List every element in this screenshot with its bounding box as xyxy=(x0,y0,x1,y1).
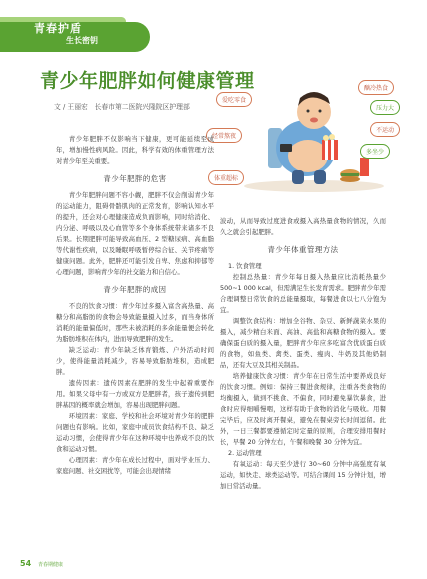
page-number: 54 xyxy=(20,559,32,568)
magazine-name: 青春期健康 xyxy=(38,562,64,568)
paragraph-habits: 培养健康饮食习惯：青少年在日常生活中要养成良好的饮食习惯。例如：保持三餐进食规律，注重各类食物的均衡摄入，做到不挑食、不偏食，同时避免暴饮暴食，进食时应得细嚼慢咽，这样有助于食物的消化与吸收。用餐完毕后，应及时离开餐桌，避免在餐桌旁长时间逗留。此外，一日三餐都要遵循定时定量的原则，合理安排用餐时长，早餐 20 分钟左右，午餐和晚餐 30 分钟为宜。 xyxy=(220,372,386,446)
article-byline: 文 / 王丽宏 长春市第二医院兴隆院区护理部 xyxy=(54,103,190,111)
bubble-no-exercise: 不运动 xyxy=(370,122,400,137)
bubble-cold-hot-food: 酗冷热食 xyxy=(358,80,394,95)
paragraph-diet: 不良的饮食习惯：青少年过多摄入富含高热量、高糖分和高脂肪的食物会导致能量摄入过多，而当身体所消耗的能量偏低时，那些未被消耗的多余能量便会转化为脂肪堆积在体内，进而导致肥胖的发生。 xyxy=(56,302,214,343)
subheading-diet: 1. 饮食管理 xyxy=(228,262,262,270)
paragraph-harms: 青少年肥胖问题不容小觑，肥胖不仅会削弱青少年的运动能力，阻碍骨骼肌肉的正常发育，影响认知水平的提升，还会对心理健康造成负面影响，同时给消化、内分泌、呼吸以及心血管等多个身体系统带来诸多不良后果。长期肥胖可能导致高血压、2 型糖尿病、高血脂等代谢性疾病，以及睡眠呼吸暂停综合征、关节疼痛等健康问题。此外，肥胖还可能引发自卑、焦虑和抑郁等心理问题，影响青少年的社交能力和自信心。 xyxy=(56,191,214,276)
bubble-late-night: 经常熬夜 xyxy=(206,128,242,143)
illustration xyxy=(210,78,414,196)
article-title: 青少年肥胖如何健康管理 xyxy=(40,70,255,92)
subheading-exercise: 2. 运动管理 xyxy=(228,449,262,457)
paragraph-aerobic: 有氧运动：每天至少进行 30~60 分钟中高强度有氧运动，如快走、球类运动等。可结合课间 15 分钟计划，增加日常活动量。 xyxy=(220,460,386,490)
annotation-sitting: 多坐少 xyxy=(360,144,390,159)
paragraph-environment: 环境因素：家庭、学校和社会环境对青少年的肥胖问题也有影响。比如，家庭中成员饮食结构不良、缺乏运动习惯，会使得青少年在这种环境中也养成不良的饮食和运动习惯。 xyxy=(56,412,214,453)
right-column xyxy=(220,216,386,492)
bubble-overweight: 体重超标 xyxy=(208,170,244,185)
heading-harms: 青少年肥胖的危害 xyxy=(103,174,167,183)
paragraph-calories: 控制总热量：青少年每日摄入热量应比消耗热量少 500~1 000 kcal，但需满足生长发育需求。肥胖青少年需合理调整日常饮食的总能量摄取，每餐进食以七八分饱为宜。 xyxy=(220,273,386,314)
intro-paragraph: 青少年肥胖不仅影响当下健康，更可能延续至成年，增加慢性病风险。因此，科学有效的体重管理方法对青少年至关重要。 xyxy=(56,135,214,165)
paragraph-genetics: 遗传因素：遗传因素在肥胖的发生中起着重要作用。如果父母中有一方或双方是肥胖者，孩子遗传到肥胖基因的概率就会增加，容易出现肥胖问题。 xyxy=(56,379,214,409)
paragraph-continued: 波动，从而导致过度进食或摄入高热量食物的情况，久而久之就会引起肥胖。 xyxy=(220,217,386,236)
annotation-stress: 压力大 xyxy=(370,100,400,115)
paragraph-exercise: 缺乏运动：青少年缺乏体育锻炼、户外活动时间少，使得能量消耗减少，容易导致脂肪堆积，造成肥胖。 xyxy=(56,346,214,376)
section-subtitle: 生长密钥 xyxy=(66,36,98,45)
section-title: 青春护盾 xyxy=(34,22,82,35)
bubble-snacks: 爱吃零食 xyxy=(216,92,252,107)
paragraph-psychology: 心理因素：青少年在成长过程中，面对学业压力、家庭问题、社交困扰等，可能会出现情绪 xyxy=(56,456,214,475)
heading-causes: 青少年肥胖的成因 xyxy=(103,285,167,294)
left-column xyxy=(56,134,214,477)
heading-management: 青少年体重管理方法 xyxy=(267,245,339,254)
section-tab xyxy=(0,8,150,50)
paragraph-structure: 调整饮食结构：增加全谷物、杂豆、新鲜蔬菜水果的摄入，减少精白米面、高油、高盐和高糖食物的摄入。要确保蛋白质的摄入量，肥胖青少年应多吃富含优质蛋白质的食物，如鱼类、禽类、蛋类、瘦肉、牛奶及其他奶制品，还有大豆及其相关制品。 xyxy=(220,317,386,369)
